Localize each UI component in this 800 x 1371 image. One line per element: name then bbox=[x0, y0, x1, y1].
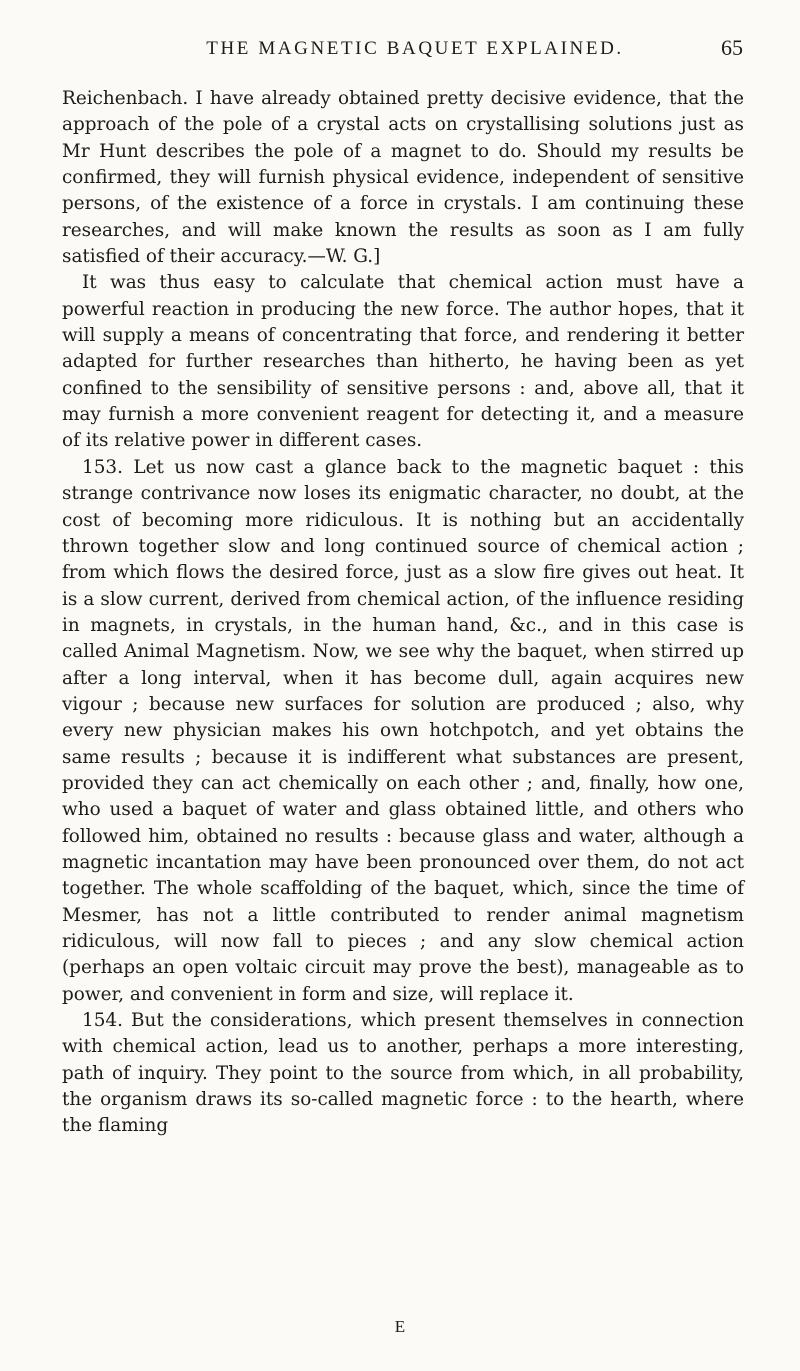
paragraph-153: 153. Let us now cast a glance back to the magnetic baquet : this strange contrivance now loses its enigmatic character, no doubt, at the cost of becoming more ridiculous. It is nothing but an accidentally thrown together slow and long continued source of chemical action ; from which flows the desired force, just as a slow fire gives out heat. It is a slow current, derived from chemical action, of the influence residing in magnets, in crystals, in the human hand, &c., and in this case is called Animal Magnetism. Now, we see why the baquet, when stirred up after a long interval, when it has become dull, again acquires new vigour ; because new surfaces for solution are produced ; also, why every new physician makes his own hotchpotch, and yet obtains the same results ; because it is indifferent what substances are present, provided they can act chemically on each other ; and, finally, how one, who used a baquet of water and glass obtained little, and others who followed him, obtained no results : because glass and water, although a magnetic incantation may have been pronounced over them, do not act together. The whole scaffolding of the baquet, which, since the time of Mesmer, has not a little contributed to render animal magnetism ridiculous, will now fall to pieces ; and any slow chemical action (perhaps an open voltaic circuit may prove the best), manageable as to power, and convenient in form and size, will replace it. bbox=[62, 456, 744, 1005]
body-text bbox=[62, 86, 744, 1140]
paragraph-chemical-action: It was thus easy to calculate that chemical action must have a powerful reaction in producing the new force. The author hopes, that it will supply a means of concentrating that force, and rendering it better adapted for further researches than hitherto, he having been as yet confined to the sensibility of sensitive persons : and, above all, that it may furnish a more convenient reagent for detecting it, and a measure of its relative power in different cases. bbox=[62, 272, 744, 452]
paragraph-continuation: Reichenbach. I have already obtained pretty decisive evidence, that the approach of the pole of a crystal acts on crystallising solutions just as Mr Hunt describes the pole of a magnet to do. Should my results be confirmed, they will furnish physical evidence, independent of sensitive persons, of the existence of a force in crystals. I am continuing these researches, and will make known the results as soon as I am fully satisfied of their accuracy.—W. G.] bbox=[62, 88, 744, 268]
running-head: THE MAGNETIC BAQUET EXPLAINED. bbox=[206, 38, 624, 59]
page-number: 65 bbox=[721, 35, 743, 60]
paragraph-154: 154. But the considerations, which present themselves in connection with chemical action, lead us to another, perhaps a more interesting, path of inquiry. They point to the source from which, in all probability, the organism draws its so-called magnetic force : to the hearth, where the flaming bbox=[62, 1010, 744, 1137]
signature-mark: E bbox=[394, 1317, 406, 1336]
